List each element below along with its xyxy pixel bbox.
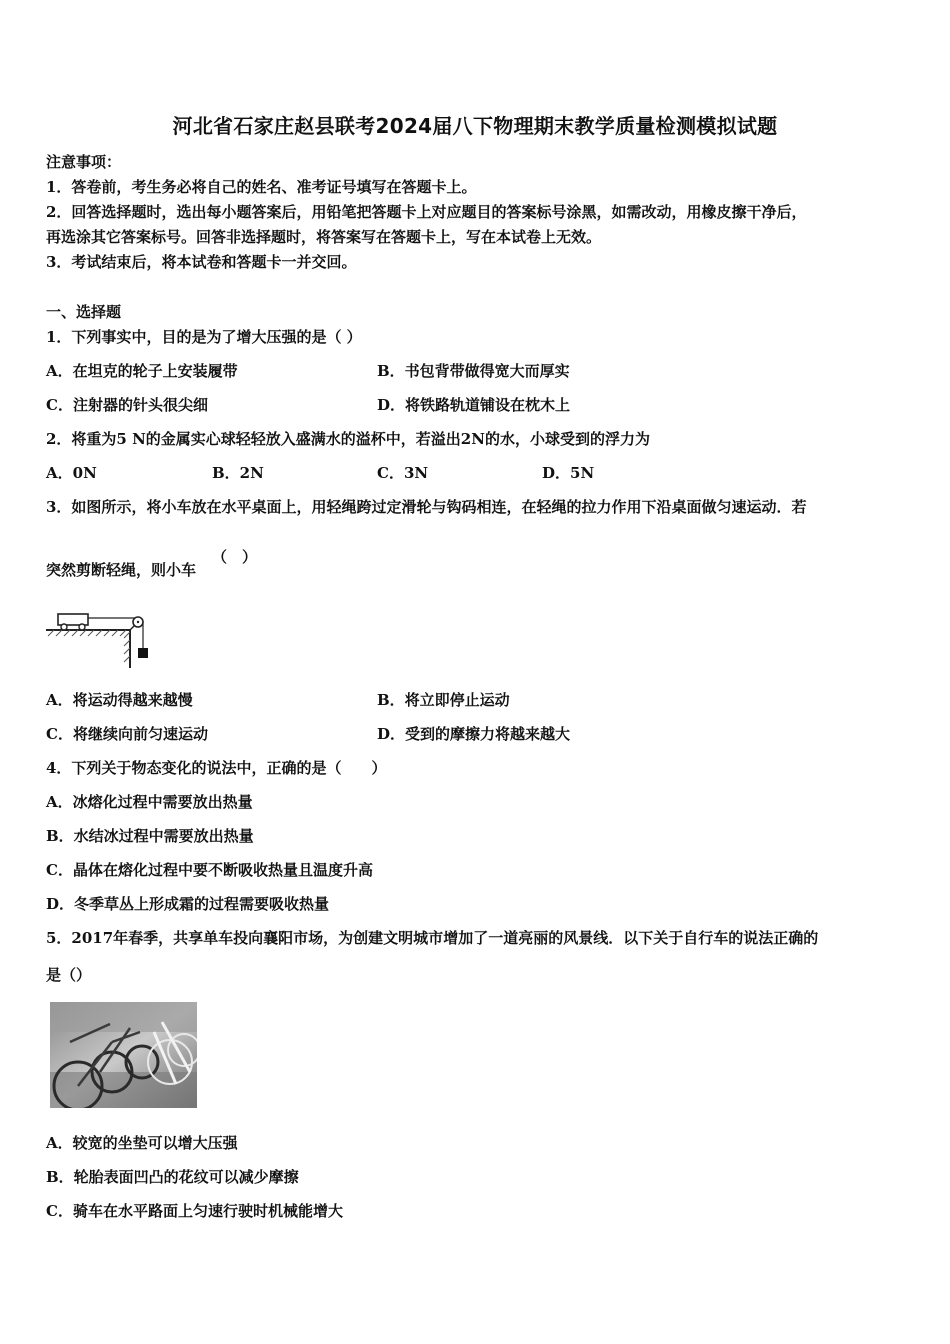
q1-option-c: C．注射器的针头很尖细 — [46, 396, 208, 414]
section-heading: 一、选择题 — [46, 303, 122, 321]
question-1-stem: 1．下列事实中，目的是为了增大压强的是（ ） — [46, 328, 362, 346]
shared-bicycles-photo — [50, 1002, 197, 1108]
cart-wheel-left — [61, 624, 67, 630]
q4-option-c: C．晶体在熔化过程中要不断吸收热量且温度升高 — [46, 861, 373, 879]
notice-heading: 注意事项： — [46, 153, 122, 171]
exam-title: 河北省石家庄赵县联考2024届八下物理期末教学质量检测模拟试题 — [172, 114, 778, 138]
notice-item-1: 1．答卷前，考生务必将自己的姓名、准考证号填写在答题卡上。 — [46, 178, 477, 196]
q2-option-b: B．2N — [212, 464, 264, 482]
question-5-stem: 5．2017年春季，共享单车投向襄阳市场，为创建文明城市增加了一道亮丽的风景线．以下关于自行车的说法正确的 — [46, 929, 819, 947]
q3-option-d: D．受到的摩擦力将越来越大 — [377, 725, 571, 743]
notice-item-2: 2．回答选择题时，选出每小题答案后，用铅笔把答题卡上对应题目的答案标号涂黑，如需改动，用橡皮擦干净后， — [46, 203, 807, 221]
question-3-answer-paren: （ ） — [212, 548, 258, 566]
question-5-stem-cont: 是（） — [46, 966, 92, 984]
question-4-stem: 4．下列关于物态变化的说法中，正确的是（ ） — [46, 759, 387, 777]
q4-option-a: A．冰熔化过程中需要放出热量 — [46, 793, 253, 811]
q3-option-c: C．将继续向前匀速运动 — [46, 725, 208, 743]
q3-option-a: A．将运动得越来越慢 — [46, 691, 193, 709]
q1-option-b: B．书包背带做得宽大而厚实 — [377, 362, 570, 380]
question-2-stem: 2．将重为5 N的金属实心球轻轻放入盛满水的溢杯中，若溢出2N的水，小球受到的浮力为 — [46, 430, 650, 448]
notice-item-3: 3．考试结束后，将本试卷和答题卡一并交回。 — [46, 253, 357, 271]
question-3-stem-cont: 突然剪断轻绳，则小车 — [46, 561, 197, 579]
hook-weight — [138, 648, 148, 658]
cart-body — [58, 614, 88, 625]
cart-wheel-right — [79, 624, 85, 630]
q3-option-b: B．将立即停止运动 — [377, 691, 510, 709]
q5-option-c: C．骑车在水平路面上匀速行驶时机械能增大 — [46, 1202, 343, 1220]
q2-option-a: A．0N — [46, 464, 97, 482]
q4-option-b: B．水结冰过程中需要放出热量 — [46, 827, 254, 845]
cart-pulley-figure — [44, 604, 160, 670]
notice-item-2-cont: 再选涂其它答案标号。回答非选择题时，将答案写在答题卡上，写在本试卷上无效。 — [46, 228, 602, 246]
q5-option-a: A．较宽的坐垫可以增大压强 — [46, 1134, 238, 1152]
question-3-stem: 3．如图所示，将小车放在水平桌面上，用轻绳跨过定滑轮与钩码相连，在轻绳的拉力作用下沿桌面做匀速运动．若 — [46, 498, 807, 516]
q5-option-b: B．轮胎表面凹凸的花纹可以减少摩擦 — [46, 1168, 299, 1186]
q2-option-d: D．5N — [542, 464, 595, 482]
q1-option-d: D．将铁路轨道铺设在枕木上 — [377, 396, 571, 414]
q2-option-c: C．3N — [377, 464, 429, 482]
q4-option-d: D．冬季草丛上形成霜的过程需要吸收热量 — [46, 895, 330, 913]
q1-option-a: A．在坦克的轮子上安装履带 — [46, 362, 238, 380]
